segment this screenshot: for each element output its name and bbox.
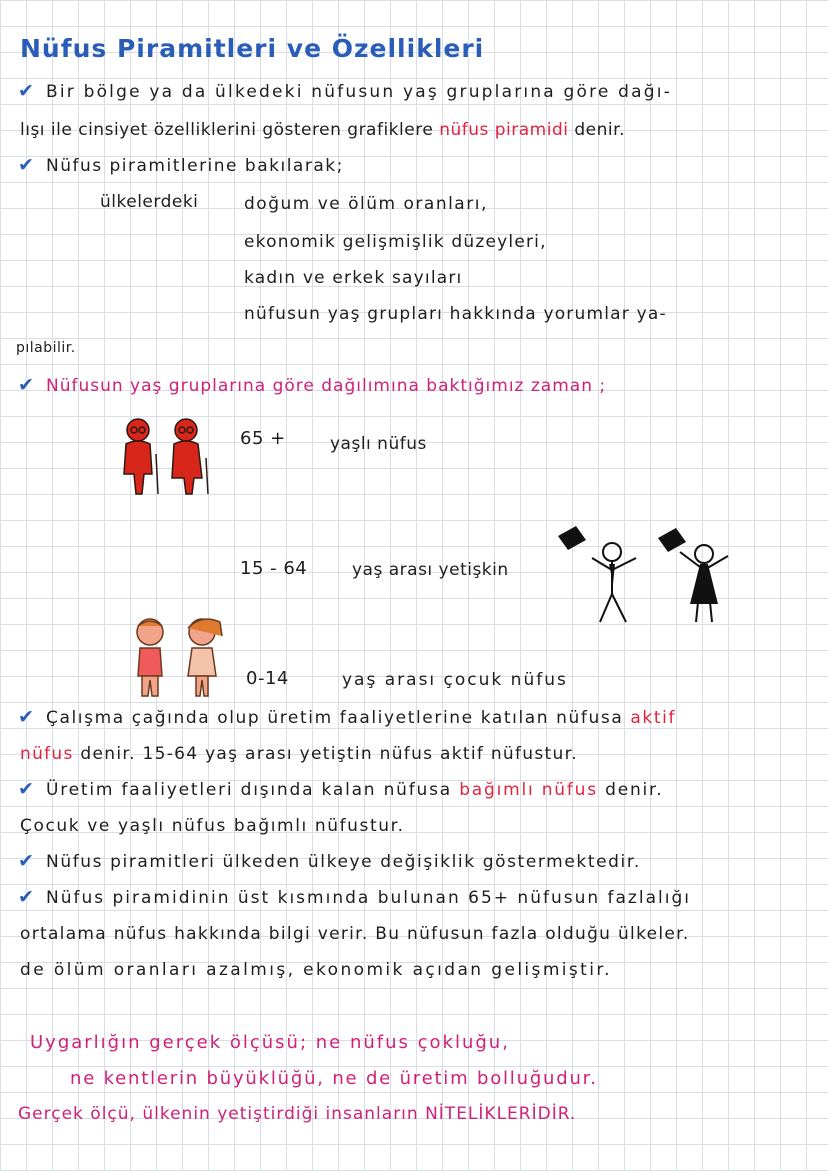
- p2-item: ekonomik gelişmişlik düzeyleri,: [244, 232, 547, 252]
- p7-line1: Nüfus piramidinin üst kısmında bulunan 65+ nüfusun fazlalığı: [46, 888, 691, 908]
- quote-line3: Gerçek ölçü, ülkenin yetiştirdiği insanların NİTELİKLERİDİR.: [18, 1104, 577, 1124]
- checkmark-icon: ✔: [18, 850, 35, 872]
- checkmark-icon: ✔: [18, 154, 35, 176]
- p4-line2-text: denir. 15-64 yaş arası yetiştin nüfus aktif nüfustur.: [80, 744, 579, 764]
- checkmark-icon: ✔: [18, 374, 35, 396]
- p2-tail: pılabilir.: [16, 340, 76, 356]
- p5-line1-text: Üretim faaliyetleri dışında kalan nüfusa: [46, 780, 452, 800]
- p1-highlight: nüfus piramidi: [439, 120, 569, 140]
- p7-line2: ortalama nüfus hakkında bilgi verir. Bu nüfusun fazla olduğu ülkeler.: [20, 924, 690, 944]
- p2-intro: Nüfus piramitlerine bakılarak;: [46, 156, 344, 176]
- children-couple-icon: [122, 616, 230, 700]
- checkmark-icon: ✔: [18, 886, 35, 908]
- checkmark-icon: ✔: [18, 80, 35, 102]
- group-desc: yaş arası yetişkin: [352, 560, 509, 580]
- p2-item: kadın ve erkek sayıları: [244, 268, 463, 288]
- quote-line2: ne kentlerin büyüklüğü, ne de üretim bolluğudur.: [70, 1068, 598, 1089]
- group-desc: yaş arası çocuk nüfus: [342, 670, 568, 690]
- checkmark-icon: ✔: [18, 706, 35, 728]
- p2-item: nüfusun yaş grupları hakkında yorumlar ya-: [244, 304, 667, 324]
- p4-line1: [46, 708, 676, 728]
- group-range: 15 - 64: [240, 558, 308, 579]
- checkmark-icon: ✔: [18, 778, 35, 800]
- group-desc: yaşlı nüfus: [330, 434, 427, 454]
- p2-label: ülkelerdeki: [100, 192, 199, 212]
- p1-line2-text: lışı ile cinsiyet özelliklerini gösteren grafiklere: [20, 120, 434, 140]
- p5-highlight: bağımlı nüfus: [459, 780, 598, 800]
- p1-line2: [20, 120, 625, 140]
- p4-line1-text: Çalışma çağında olup üretim faaliyetlerine katılan nüfusa: [46, 708, 624, 728]
- p6-line: Nüfus piramitleri ülkeden ülkeye değişiklik göstermektedir.: [46, 852, 641, 872]
- p1-line1: Bir bölge ya da ülkedeki nüfusun yaş gruplarına göre dağı-: [46, 82, 673, 102]
- p5-line1-end: denir.: [605, 780, 664, 800]
- adult-couple-icon: [556, 522, 746, 626]
- p4-highlight: nüfus: [20, 744, 74, 764]
- p4-highlight: aktif: [630, 708, 677, 728]
- p5-line2: Çocuk ve yaşlı nüfus bağımlı nüfustur.: [20, 816, 405, 836]
- elderly-couple-icon: [112, 414, 214, 498]
- p2-item: doğum ve ölüm oranları,: [244, 194, 488, 214]
- group-range: 0-14: [246, 668, 289, 689]
- p1-line2-end: denir.: [574, 120, 625, 140]
- quote-line1: Uygarlığın gerçek ölçüsü; ne nüfus çokluğu,: [30, 1032, 510, 1053]
- page-title: Nüfus Piramitleri ve Özellikleri: [20, 34, 485, 63]
- p5-line1: [46, 780, 664, 800]
- p4-line2: [20, 744, 578, 764]
- group-range: 65 +: [240, 428, 286, 449]
- p7-line3: de ölüm oranları azalmış, ekonomik açıdan gelişmiştir.: [20, 960, 612, 980]
- p3-heading: Nüfusun yaş gruplarına göre dağılımına baktığımız zaman ;: [46, 376, 607, 396]
